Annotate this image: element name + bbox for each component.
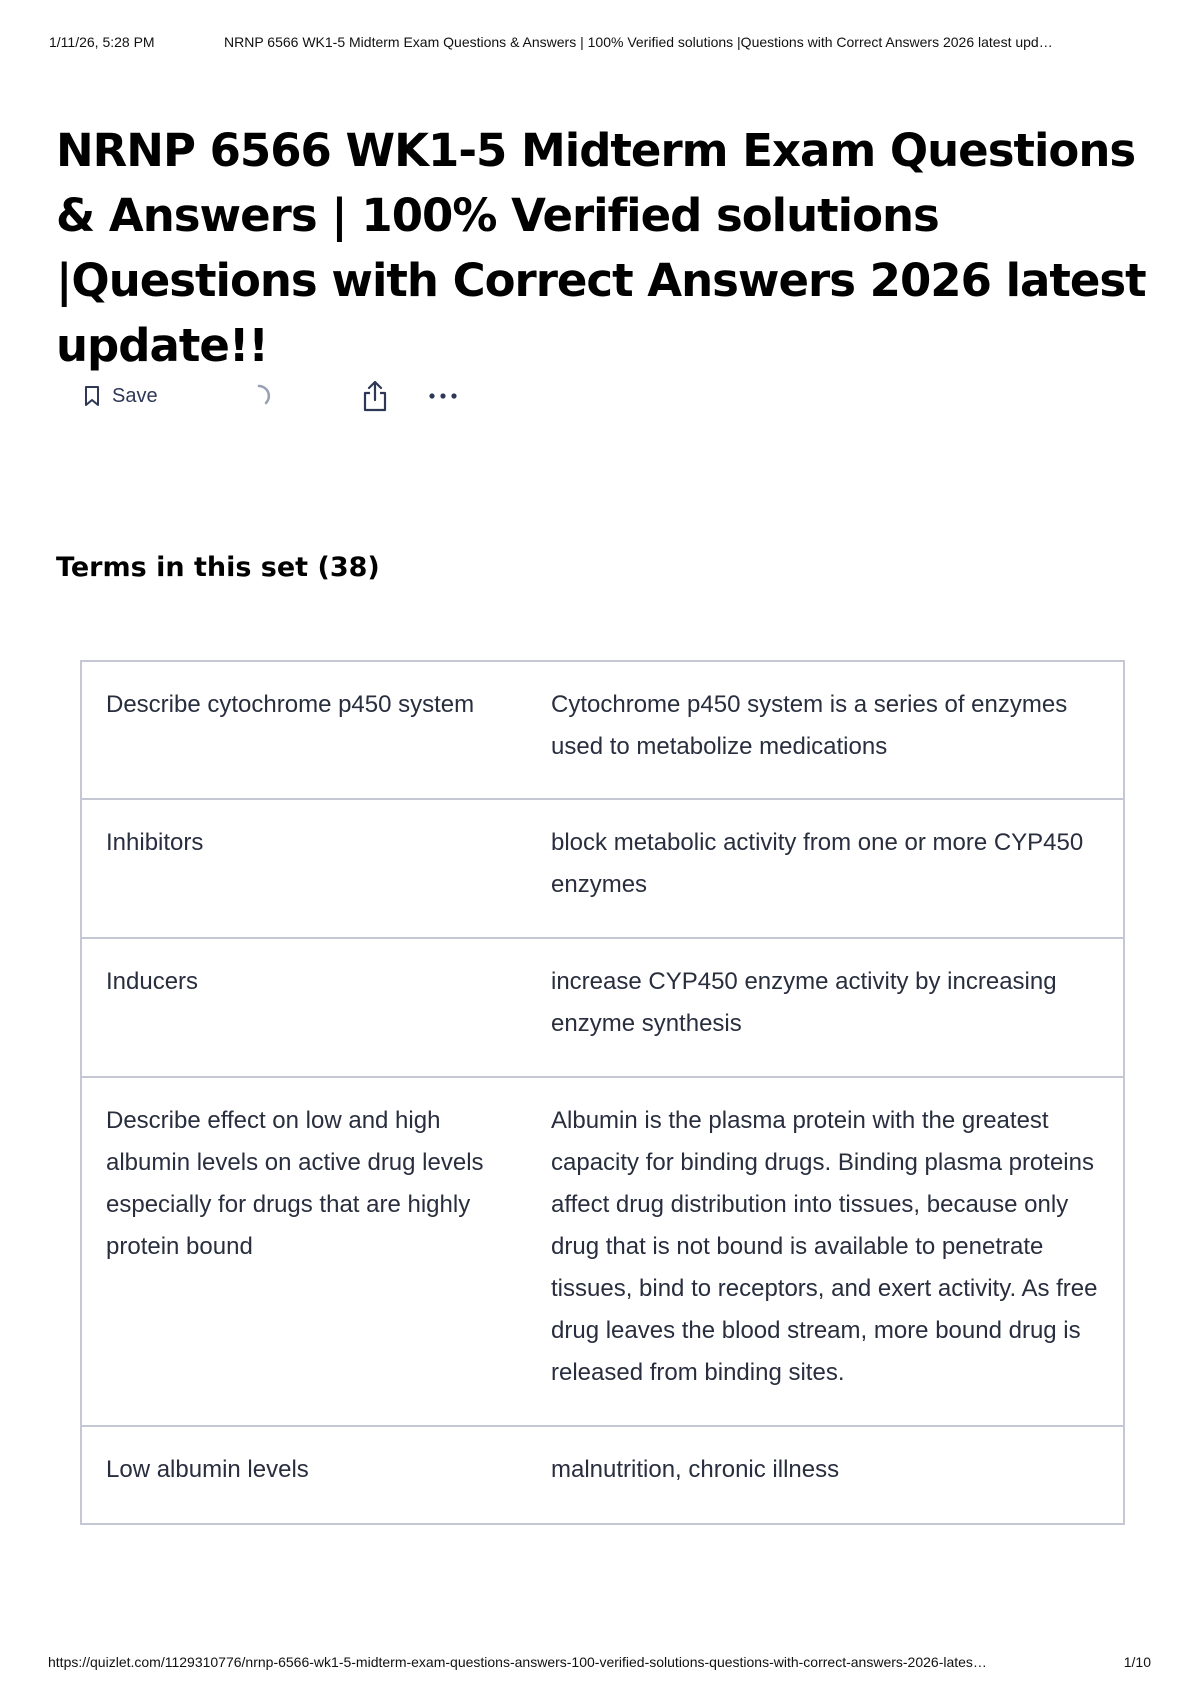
term-text: Inhibitors xyxy=(106,829,204,856)
term-row xyxy=(82,1078,1123,1427)
set-toolbar xyxy=(84,376,458,416)
print-header xyxy=(49,34,1151,50)
page-title: NRNP 6566 WK1-5 Midterm Exam Questions & Answers | 100% Verified solutions |Questions with Correct Answers 2026 latest update!! xyxy=(56,124,1146,372)
term-row xyxy=(82,939,1123,1078)
definition-text: increase CYP450 enzyme activity by increasing enzyme synthesis xyxy=(551,968,1057,1037)
terms-table xyxy=(80,660,1125,1525)
definition-text: malnutrition, chronic illness xyxy=(551,1456,840,1483)
term-text: Inducers xyxy=(106,968,199,995)
more-icon[interactable] xyxy=(428,391,458,401)
save-button-label: Save xyxy=(112,384,158,407)
term-row xyxy=(82,1427,1123,1523)
definition-text: Cytochrome p450 system is a series of enzymes used to metabolize medications xyxy=(551,691,1068,760)
print-url: https://quizlet.com/1129310776/nrnp-6566-wk1-5-midterm-exam-questions-answers-100-verified-solutions-questions-with-correct-answers-2026-lates… xyxy=(48,1654,987,1670)
print-footer xyxy=(48,1654,1151,1670)
share-icon[interactable] xyxy=(360,379,390,413)
definition-text: Albumin is the plasma protein with the greatest capacity for binding drugs. Binding plasma proteins affect drug distribution into tissues, because only drug that is not bound is available to penetrate tissues, bind to receptors, and exert activity. As free drug leaves the blood stream, more bound drug is released from binding sites. xyxy=(551,1107,1098,1386)
page-number: 1/10 xyxy=(1123,1654,1151,1670)
term-row xyxy=(82,800,1123,939)
term-row xyxy=(82,662,1123,800)
print-doc-title: NRNP 6566 WK1-5 Midterm Exam Questions & Answers | 100% Verified solutions |Questions with Correct Answers 2026 latest upd… xyxy=(224,34,1053,50)
loading-spinner-icon xyxy=(246,383,272,409)
term-text: Describe effect on low and high albumin levels on active drug levels especially for drugs that are highly protein bound xyxy=(106,1107,484,1260)
definition-text: block metabolic activity from one or more CYP450 enzymes xyxy=(551,829,1084,898)
term-text: Describe cytochrome p450 system xyxy=(106,691,475,718)
save-button[interactable] xyxy=(84,385,158,408)
bookmark-icon xyxy=(84,385,100,407)
print-date: 1/11/26, 5:28 PM xyxy=(49,34,155,50)
term-text: Low albumin levels xyxy=(106,1456,309,1483)
terms-heading: Terms in this set (38) xyxy=(56,552,380,583)
